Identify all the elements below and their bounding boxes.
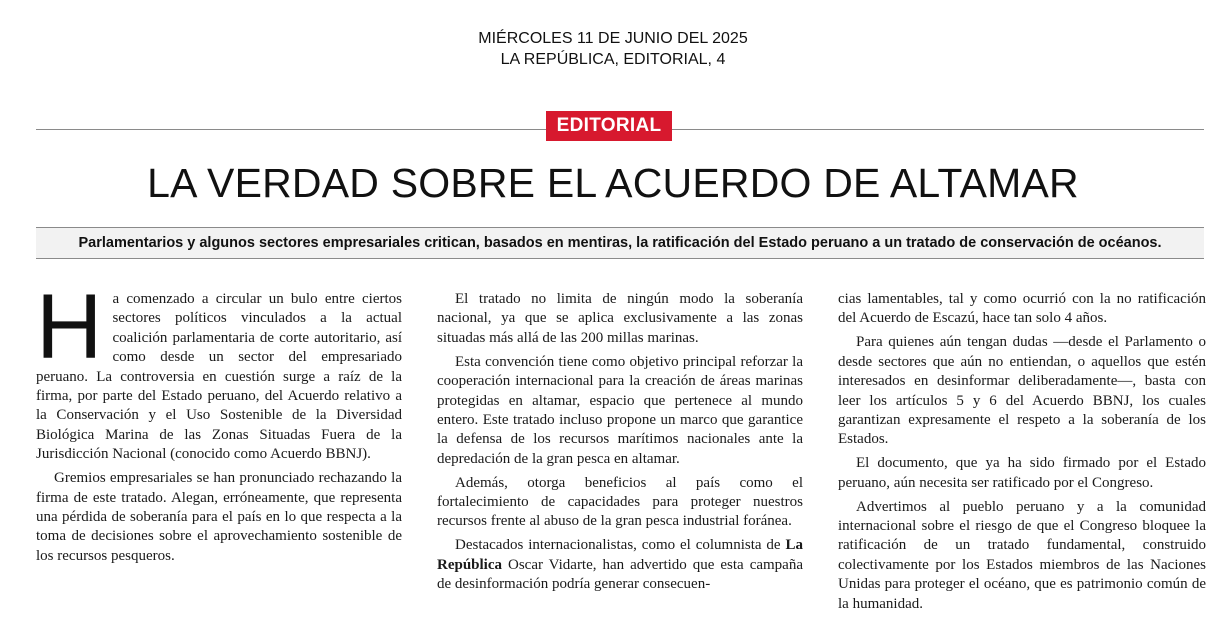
paragraph: Para quienes aún tengan dudas —desde el Parlamento o desde sectores que aún no entiendan, o aquellos que estén interesados en desinformar deliberadamente—, basta con leer los artículos 5 y 6 del Acuerdo BBNJ, los cuales garantizan expresamente el respeto a la soberanía de los Estados. bbox=[838, 334, 1206, 448]
publication-date: MIÉRCOLES 11 DE JUNIO DEL 2025 bbox=[478, 30, 748, 47]
paragraph bbox=[437, 536, 803, 594]
paragraph: El documento, que ya ha sido firmado por el Estado peruano, aún necesita ser ratificado por el Congreso. bbox=[838, 455, 1206, 491]
article-column-1 bbox=[36, 276, 402, 571]
headline: LA VERDAD SOBRE EL ACUERDO DE ALTAMAR bbox=[147, 160, 1079, 206]
top-rule-right bbox=[672, 129, 1204, 130]
paragraph: a comenzado a circular un bulo entre ciertos sectores políticos vinculados a la actual coalición parlamentaria de corte autoritario, así como desde un sector del empresariado peruano. La controversia en cuestión surge a raíz de la firma, por parte del Estado peruano, del Acuerdo relativo a la Conservación y el Uso Sostenible de la Diversidad Biológica Marina de las Zonas Situadas Fuera de la Jurisdicción Nacional (conocido como Acuerdo BBNJ). bbox=[36, 291, 402, 463]
top-rule-left bbox=[36, 129, 546, 130]
subtitle: Parlamentarios y algunos sectores empresariales critican, basados en mentiras, la ratificación del Estado peruano a un tratado de conservación de océanos. bbox=[78, 235, 1162, 251]
dateline bbox=[0, 28, 1226, 70]
subtitle-box bbox=[36, 227, 1204, 259]
paragraph: Esta convención tiene como objetivo principal reforzar la cooperación internacional para la creación de áreas marinas protegidas en altamar, espacio que pertenece al mundo entero. Este tratado incluso propone un marco que garantice la defensa de los recursos marítimos nacionales ante la depredación de la gran pesca en altamar. bbox=[437, 353, 803, 467]
paragraph: Advertimos al pueblo peruano y a la comunidad internacional sobre el riesgo de que el Congreso bloquee la ratificación de un tratado fundamental, construido colectivamente por los Estados miembros de las Naciones Unidas para proteger el océano, que es patrimonio común de la humanidad. bbox=[838, 498, 1206, 612]
paragraph-text: Oscar Vidarte, han advertido que esta campaña de desinformación podría generar consecuen- bbox=[437, 556, 803, 593]
paragraph: Además, otorga beneficios al país como el fortalecimiento de capacidades para proteger nuestros recursos frente al abuso de la gran pesca industrial foránea. bbox=[437, 474, 803, 530]
paragraph: Gremios empresariales se han pronunciado rechazando la firma de este tratado. Alegan, erróneamente, que representa una pérdida de soberanía para el país en lo que respecta a la toma de decisiones sobre el aprovechamiento sostenible de los recursos pesqueros. bbox=[36, 470, 402, 564]
newspaper-name: La República bbox=[437, 537, 803, 573]
publication-source: LA REPÚBLICA, EDITORIAL, 4 bbox=[500, 51, 726, 68]
paragraph: El tratado no limita de ningún modo la soberanía nacional, ya que se aplica exclusivamente a las zonas situadas más allá de las 200 millas marinas. bbox=[437, 291, 803, 346]
article-column-3 bbox=[838, 290, 1206, 619]
paragraph-text: Destacados internacionalistas, como el columnista de bbox=[455, 537, 786, 554]
section-badge: EDITORIAL bbox=[546, 111, 672, 141]
drop-cap: H bbox=[36, 276, 103, 378]
paragraph-continuation: cias lamentables, tal y como ocurrió con la no ratificación del Acuerdo de Escazú, hace tan solo 4 años. bbox=[838, 291, 1206, 327]
article-column-2 bbox=[437, 290, 803, 599]
